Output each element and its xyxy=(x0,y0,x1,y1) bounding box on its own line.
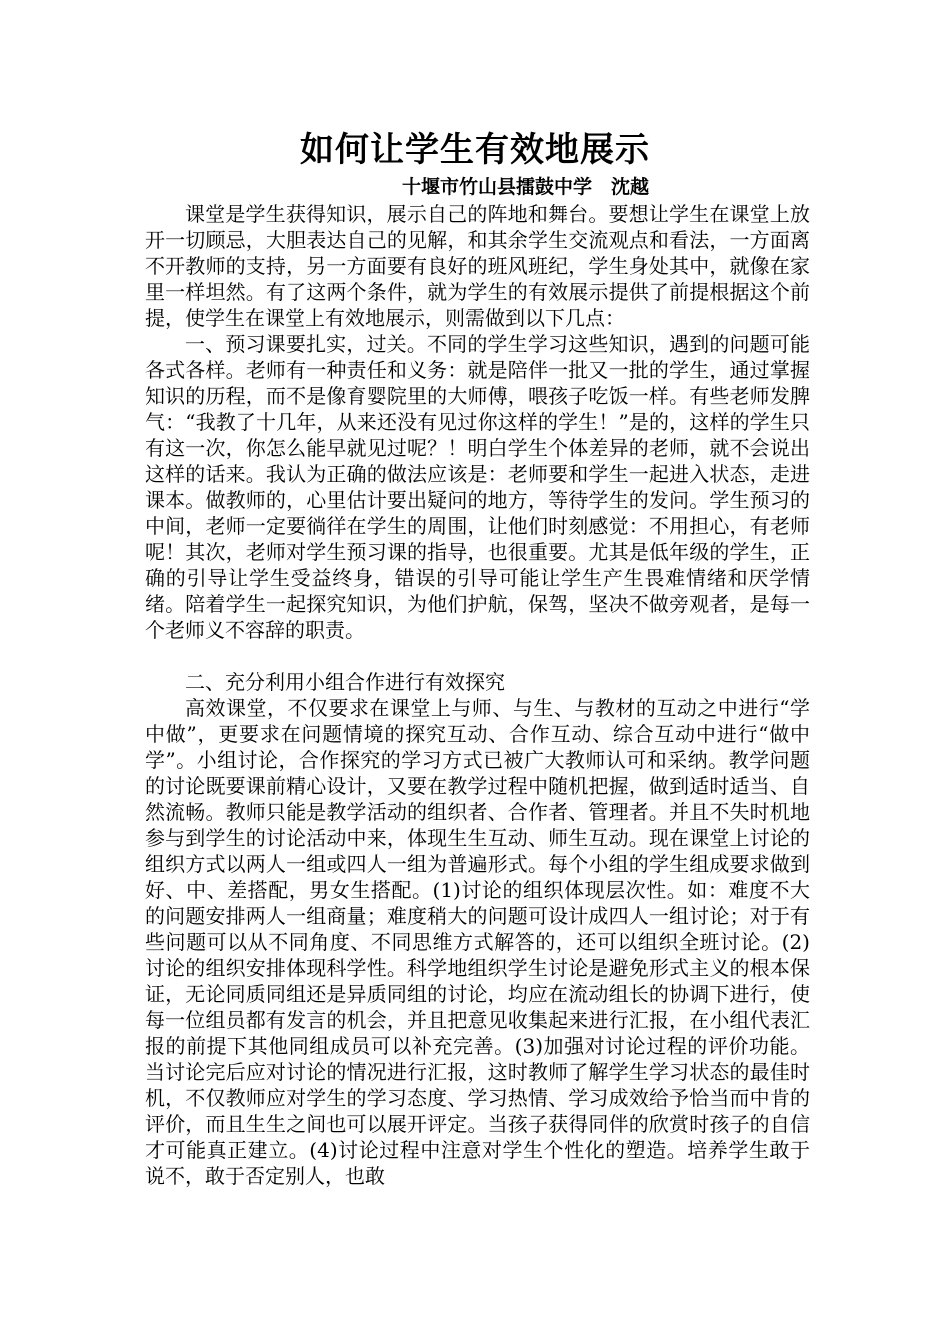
paragraph-preview: 一、预习课要扎实，过关。不同的学生学习这些知识，遇到的问题可能各式各样。老师有一种责任和义务：就是陪伴一批又一批的学生，通过掌握知识的历程，而不是像育婴院里的大师傅，喂孩子吃饭一样。有些老师发脾气：“我教了十几年，从来还没有见过你这样的学生！”是的，这样的学生只有这一次，你怎么能早就见过呢？！明白学生个体差异的老师，就不会说出这样的话来。我认为正确的做法应该是：老师要和学生一起进入状态，走进课本。做教师的，心里估计要出疑问的地方，等待学生的发问。学生预习的中间，老师一定要徜徉在学生的周围，让他们时刻感觉：不用担心，有老师呢！其次，老师对学生预习课的指导，也很重要。尤其是低年级的学生，正确的引导让学生受益终身，错误的引导可能让学生产生畏难情绪和厌学情绪。陪着学生一起探究知识，为他们护航，保驾，坚决不做旁观者，是每一个老师义不容辞的职责。 xyxy=(145,332,810,642)
document-body xyxy=(145,201,810,1189)
author-line: 十堰市竹山县擂鼓中学 沈越 xyxy=(402,176,650,198)
blank-line xyxy=(145,643,810,669)
paragraph-intro: 课堂是学生获得知识，展示自己的阵地和舞台。要想让学生在课堂上放开一切顾忌，大胆表达自己的见解，和其余学生交流观点和看法，一方面离不开教师的支持，另一方面要有良好的班风班纪，学生身处其中，就像在家里一样坦然。有了这两个条件，就为学生的有效展示提供了前提根据这个前提，使学生在课堂上有效地展示，则需做到以下几点： xyxy=(145,202,810,330)
paragraph-group-work: 高效课堂，不仅要求在课堂上与师、与生、与教材的互动之中进行“学中做”，更要求在问题情境的探究互动、合作互动、综合互动中进行“做中学”。小组讨论，合作探究的学习方式已被广大教师认可和采纳。教学问题的讨论既要课前精心设计，又要在教学过程中随机把握，做到适时适当、自然流畅。教师只能是教学活动的组织者、合作者、管理者。并且不失时机地参与到学生的讨论活动中来，体现生生互动、师生互动。现在课堂上讨论的组织方式以两人一组或四人一组为普遍形式。每个小组的学生组成要求做到好、中、差搭配，男女生搭配。(1)讨论的组织体现层次性。如：难度不大的问题安排两人一组商量；难度稍大的问题可设计成四人一组讨论；对于有些问题可以从不同角度、不同思维方式解答的，还可以组织全班讨论。(2)讨论的组织安排体现科学性。科学地组织学生讨论是避免形式主义的根本保证，无论同质同组还是异质同组的讨论，均应在流动组长的协调下进行，使每一位组员都有发言的机会，并且把意见收集起来进行汇报，在小组代表汇报的前提下其他同组成员可以补充完善。(3)加强对讨论过程的评价功能。当讨论完后应对讨论的情况进行汇报，这时教师了解学生学习状态的最佳时机，不仅教师应对学生的学习态度、学习热情、学习成效给予恰当而中肯的评价，而且生生之间也可以展开评定。当孩子获得同伴的欣赏时孩子的自信才可能真正建立。(4)讨论过程中注意对学生个性化的塑造。培养学生敢于说不，敢于否定别人，也敢 xyxy=(145,696,810,1188)
document-title: 如何让学生有效地展示 xyxy=(300,130,650,170)
section-heading-2: 二、充分利用小组合作进行有效探究 xyxy=(185,670,505,694)
